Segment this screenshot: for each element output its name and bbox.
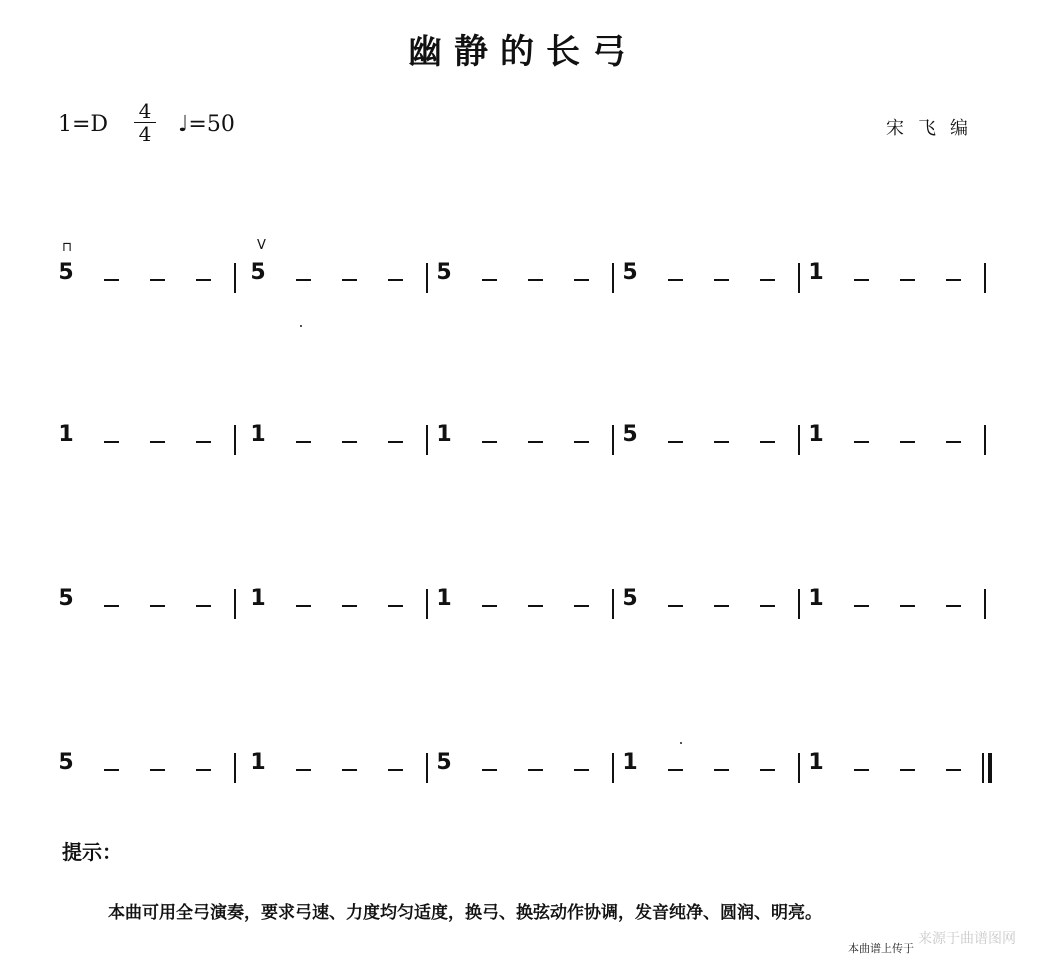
barline — [426, 589, 428, 619]
dash — [150, 769, 165, 771]
dash — [760, 441, 775, 443]
dash — [946, 769, 961, 771]
note: 1 — [808, 422, 824, 447]
dash — [668, 441, 683, 443]
dash — [104, 279, 119, 281]
watermark: 来源于曲谱图网 — [918, 931, 1016, 947]
dash — [196, 605, 211, 607]
key-signature: 1=D — [58, 112, 109, 137]
note: 5 — [58, 586, 74, 611]
note: 1 — [436, 586, 452, 611]
barline — [234, 589, 236, 619]
dash — [388, 769, 403, 771]
barline — [984, 589, 986, 619]
dash — [668, 605, 683, 607]
dash — [482, 605, 497, 607]
barline — [426, 425, 428, 455]
dash — [296, 441, 311, 443]
note: 5 — [250, 260, 266, 285]
dash — [574, 279, 589, 281]
composer-credit: 宋飞编 — [886, 118, 982, 139]
barline — [798, 263, 800, 293]
dash — [296, 605, 311, 607]
dash — [342, 441, 357, 443]
dash — [714, 605, 729, 607]
score-row — [0, 750, 1046, 790]
dash — [760, 769, 775, 771]
dash — [574, 605, 589, 607]
dash — [946, 605, 961, 607]
dash — [714, 441, 729, 443]
dash — [104, 441, 119, 443]
dash — [196, 441, 211, 443]
dash — [900, 279, 915, 281]
score-row — [0, 422, 1046, 462]
note: 1 — [808, 750, 824, 775]
dash — [854, 605, 869, 607]
up-bow-icon: V — [257, 238, 266, 253]
barline — [984, 263, 986, 293]
dash — [854, 769, 869, 771]
barline — [798, 425, 800, 455]
dash — [668, 769, 683, 771]
dash — [900, 769, 915, 771]
hint-label: 提示： — [62, 840, 122, 864]
time-signature-numerator: 4 — [134, 100, 156, 123]
dash — [900, 605, 915, 607]
dash — [482, 441, 497, 443]
barline — [984, 425, 986, 455]
note: 5 — [622, 422, 638, 447]
dash — [150, 279, 165, 281]
dash — [574, 769, 589, 771]
dash — [342, 769, 357, 771]
note: 5 — [622, 260, 638, 285]
dash — [196, 279, 211, 281]
dash — [946, 279, 961, 281]
tempo-value: =50 — [188, 112, 235, 137]
barline — [612, 589, 614, 619]
dash — [946, 441, 961, 443]
barline — [612, 425, 614, 455]
note: 5 — [436, 260, 452, 285]
dash — [528, 279, 543, 281]
score-title: 幽静的长弓 — [408, 32, 638, 72]
dash — [150, 441, 165, 443]
dash — [900, 441, 915, 443]
barline — [234, 263, 236, 293]
note: 5 — [622, 586, 638, 611]
note: 1 — [58, 422, 74, 447]
dash — [760, 279, 775, 281]
down-bow-icon: ⊓ — [62, 240, 73, 255]
note: 5 — [58, 750, 74, 775]
dash — [714, 279, 729, 281]
note: 1 — [250, 422, 266, 447]
barline — [426, 263, 428, 293]
footer-text: 本曲谱上传于 — [848, 942, 914, 955]
time-signature-denominator: 4 — [138, 122, 152, 146]
dash — [482, 279, 497, 281]
dash — [104, 605, 119, 607]
note: 1 — [436, 422, 452, 447]
dash — [342, 605, 357, 607]
dash — [574, 441, 589, 443]
barline — [612, 263, 614, 293]
hint-text: 本曲可用全弓演奏，要求弓速、力度均匀适度，换弓、换弦动作协调，发音纯净、圆润、明亮。 — [108, 903, 822, 923]
note: 1 — [622, 750, 638, 775]
dash — [388, 279, 403, 281]
barline — [798, 753, 800, 783]
dash — [854, 441, 869, 443]
dash — [760, 605, 775, 607]
dash — [150, 605, 165, 607]
note: 1 — [250, 586, 266, 611]
note: 5 — [436, 750, 452, 775]
time-signature — [134, 100, 156, 145]
note: 1 — [808, 260, 824, 285]
dash — [528, 441, 543, 443]
dash — [196, 769, 211, 771]
note: 1 — [250, 750, 266, 775]
dash — [342, 279, 357, 281]
tempo-marking — [178, 112, 235, 137]
dash — [388, 605, 403, 607]
quarter-note-icon: ♩ — [178, 112, 189, 137]
final-barline — [982, 753, 984, 783]
dash — [528, 605, 543, 607]
note: 5 — [58, 260, 74, 285]
dash — [296, 769, 311, 771]
score-row — [0, 260, 1046, 300]
barline — [234, 753, 236, 783]
dash — [714, 769, 729, 771]
dash — [668, 279, 683, 281]
barline — [612, 753, 614, 783]
dash — [104, 769, 119, 771]
score-row — [0, 586, 1046, 626]
dash — [482, 769, 497, 771]
note: 1 — [808, 586, 824, 611]
dash — [296, 279, 311, 281]
dash — [528, 769, 543, 771]
dash — [388, 441, 403, 443]
final-barline — [988, 753, 992, 783]
barline — [798, 589, 800, 619]
stray-dot — [300, 325, 302, 327]
barline — [234, 425, 236, 455]
barline — [426, 753, 428, 783]
dash — [854, 279, 869, 281]
stray-dot — [680, 742, 682, 744]
